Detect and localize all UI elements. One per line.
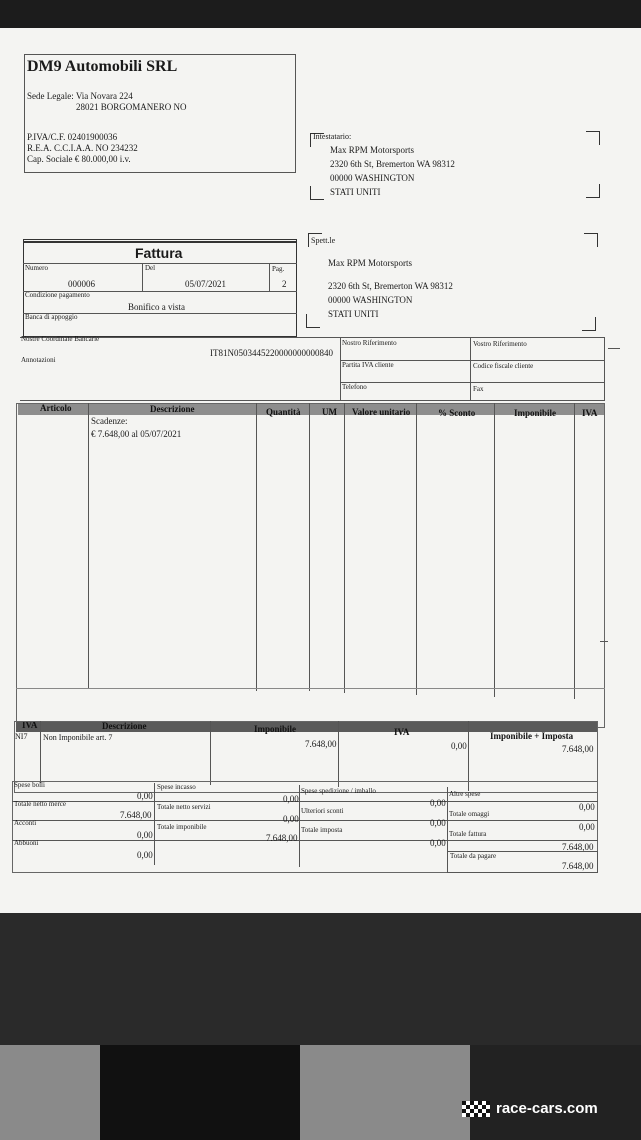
spese-incasso-value: 0,00 (283, 794, 299, 804)
rule (340, 382, 605, 383)
abbuoni-label: Abbuoni (14, 839, 39, 847)
imposta-label: Totale imposta (301, 826, 343, 834)
telefono-label: Telefono (342, 383, 367, 391)
imposta-value: 0,00 (430, 838, 446, 848)
rule (12, 820, 598, 821)
spese-spedizione-label: Spese spedizione / imballo (301, 787, 376, 795)
condizione-label: Condizione pagamento (25, 291, 90, 299)
netto-servizi-label: Totale netto servizi (157, 803, 211, 811)
scadenze-value: € 7.648,00 al 05/07/2021 (91, 429, 182, 439)
omaggi-value: 0,00 (579, 822, 595, 832)
col-iva: IVA (582, 408, 598, 418)
items-table (16, 403, 605, 728)
fattura-value: 7.648,00 (562, 842, 594, 852)
company-piva: P.IVA/C.F. 02401900036 (27, 132, 118, 142)
iva-col-imponibile: Imponibile (254, 724, 297, 734)
floor-background (0, 1045, 641, 1140)
ulteriori-sconti-value: 0,00 (430, 818, 446, 828)
intestatario-corner-tr (586, 131, 600, 145)
netto-merce-value: 7.648,00 (120, 810, 152, 820)
iva-col-totale: Imponibile + Imposta (490, 731, 574, 741)
spese-incasso-label: Spese incasso (157, 783, 196, 791)
rule (470, 337, 471, 401)
col-descrizione: Descrizione (150, 404, 195, 414)
company-name: DM9 Automobili SRL (27, 58, 178, 75)
iva-col-iva2: IVA (394, 727, 410, 737)
banca-label: Banca di appoggio (25, 313, 78, 321)
rule (23, 263, 297, 264)
spese-bolli-value: 0,00 (137, 791, 153, 801)
page-number: 2 (282, 279, 287, 289)
pag-label: Pag. (272, 265, 285, 273)
rule (20, 337, 605, 338)
watermark (462, 1100, 598, 1117)
iva-code: NI7 (15, 732, 28, 741)
spett-street: 2320 6th St, Bremerton WA 98312 (328, 281, 453, 291)
rule (340, 337, 341, 401)
iva-col-descrizione: Descrizione (102, 721, 147, 731)
spett-country: STATI UNITI (328, 309, 379, 319)
iban: IT81N0503445220000000000840 (210, 348, 333, 358)
spese-bolli-label: Spese bolli (14, 781, 45, 789)
spett-city: 00000 WASHINGTON (328, 295, 413, 305)
col-imponibile: Imponibile (514, 408, 557, 418)
company-address-line2: 28021 BORGOMANERO NO (76, 102, 187, 112)
rule (299, 785, 300, 867)
margin-tick (600, 641, 608, 642)
iva-value: 0,00 (451, 741, 467, 751)
intestatario-country: STATI UNITI (330, 187, 381, 197)
company-capitale: Cap. Sociale € 80.000,00 i.v. (27, 154, 131, 164)
spett-name: Max RPM Motorsports (328, 258, 413, 268)
netto-merce-label: Totale netto merce (14, 800, 66, 808)
acconti-value: 0,00 (137, 830, 153, 840)
iva-col-iva: IVA (22, 720, 38, 730)
imponibile-label: Totale imponibile (157, 823, 207, 831)
intestatario-city: 00000 WASHINGTON (330, 173, 415, 183)
da-pagare-label: Totale da pagare (450, 852, 497, 860)
rule (16, 688, 605, 689)
altre-spese-label: Altre spese (449, 790, 481, 798)
spett-corner-br (582, 317, 596, 331)
nostro-rif-label: Nostro Riferimento (342, 339, 397, 347)
rule (344, 403, 345, 693)
omaggi-label: Totale omaggi (449, 810, 490, 818)
intestatario-label: Intestatario: (313, 132, 352, 141)
shoe-shadow (100, 1045, 300, 1140)
rule (88, 403, 89, 688)
rule (338, 721, 339, 787)
desk-surface (0, 913, 641, 1045)
rule (12, 801, 598, 802)
altre-spese-value: 0,00 (579, 802, 595, 812)
spett-corner-bl (306, 314, 320, 328)
netto-servizi-value: 0,00 (283, 814, 299, 824)
col-sconto: % Sconto (438, 408, 476, 418)
fattura-label: Totale fattura (449, 830, 487, 838)
intestatario-name: Max RPM Motorsports (330, 145, 415, 155)
rule (416, 403, 417, 695)
rule (269, 263, 270, 291)
intestatario-corner-br (586, 184, 600, 198)
spese-spedizione-value: 0,00 (430, 798, 446, 808)
rule (309, 403, 310, 691)
coordinate-label: Nostre Coordinate Bancarie (21, 335, 100, 343)
annotazioni-label: Annotazioni (21, 356, 56, 364)
rule (574, 403, 575, 699)
codice-fiscale-label: Codice fiscale cliente (473, 362, 534, 370)
watermark-text: race-cars.com (496, 1100, 598, 1117)
iva-totale: 7.648,00 (562, 744, 594, 754)
iva-description: Non Imponibile art. 7 (43, 733, 113, 742)
partita-iva-label: Partita IVA cliente (342, 361, 394, 369)
shoe-shadow-right (470, 1045, 641, 1140)
intestatario-street: 2320 6th St, Bremerton WA 98312 (330, 159, 455, 169)
company-rea: R.E.A. C.C.I.A.A. NO 234232 (27, 143, 138, 153)
spett-corner-tr (584, 233, 598, 247)
company-address-line1: Sede Legale: Via Novara 224 (27, 91, 133, 101)
imponibile-value: 7.648,00 (266, 833, 298, 843)
col-quantita: Quantità (266, 407, 301, 417)
margin-tick (608, 348, 620, 349)
fattura-top-rule (23, 241, 297, 243)
rule (40, 721, 41, 783)
invoice-number: 000006 (68, 279, 95, 289)
rule (154, 783, 155, 865)
col-valore-unitario: Valore unitario (352, 407, 411, 417)
rule (256, 403, 257, 691)
col-articolo: Articolo (40, 403, 72, 413)
numero-label: Numero (25, 264, 48, 272)
checkered-flag-icon (462, 1101, 490, 1117)
iva-imponibile: 7.648,00 (305, 739, 337, 749)
rule (494, 403, 495, 697)
fax-label: Fax (473, 385, 484, 393)
scadenze-label: Scadenze: (91, 416, 128, 426)
invoice-date: 05/07/2021 (185, 279, 227, 289)
intestatario-corner-bl (310, 186, 324, 200)
invoice-title: Fattura (135, 245, 183, 261)
rule (12, 840, 598, 841)
condizione-value: Bonifico a vista (128, 302, 185, 312)
del-label: Del (145, 264, 156, 272)
col-um: UM (322, 407, 337, 417)
acconti-label: Acconti (14, 819, 37, 827)
rule (210, 721, 211, 785)
spett-label: Spett.le (311, 236, 336, 245)
abbuoni-value: 0,00 (137, 850, 153, 860)
rule (142, 263, 143, 291)
ulteriori-sconti-label: Ulteriori sconti (301, 807, 344, 815)
vostro-rif-label: Vostro Riferimento (473, 340, 527, 348)
da-pagare-value: 7.648,00 (562, 861, 594, 871)
